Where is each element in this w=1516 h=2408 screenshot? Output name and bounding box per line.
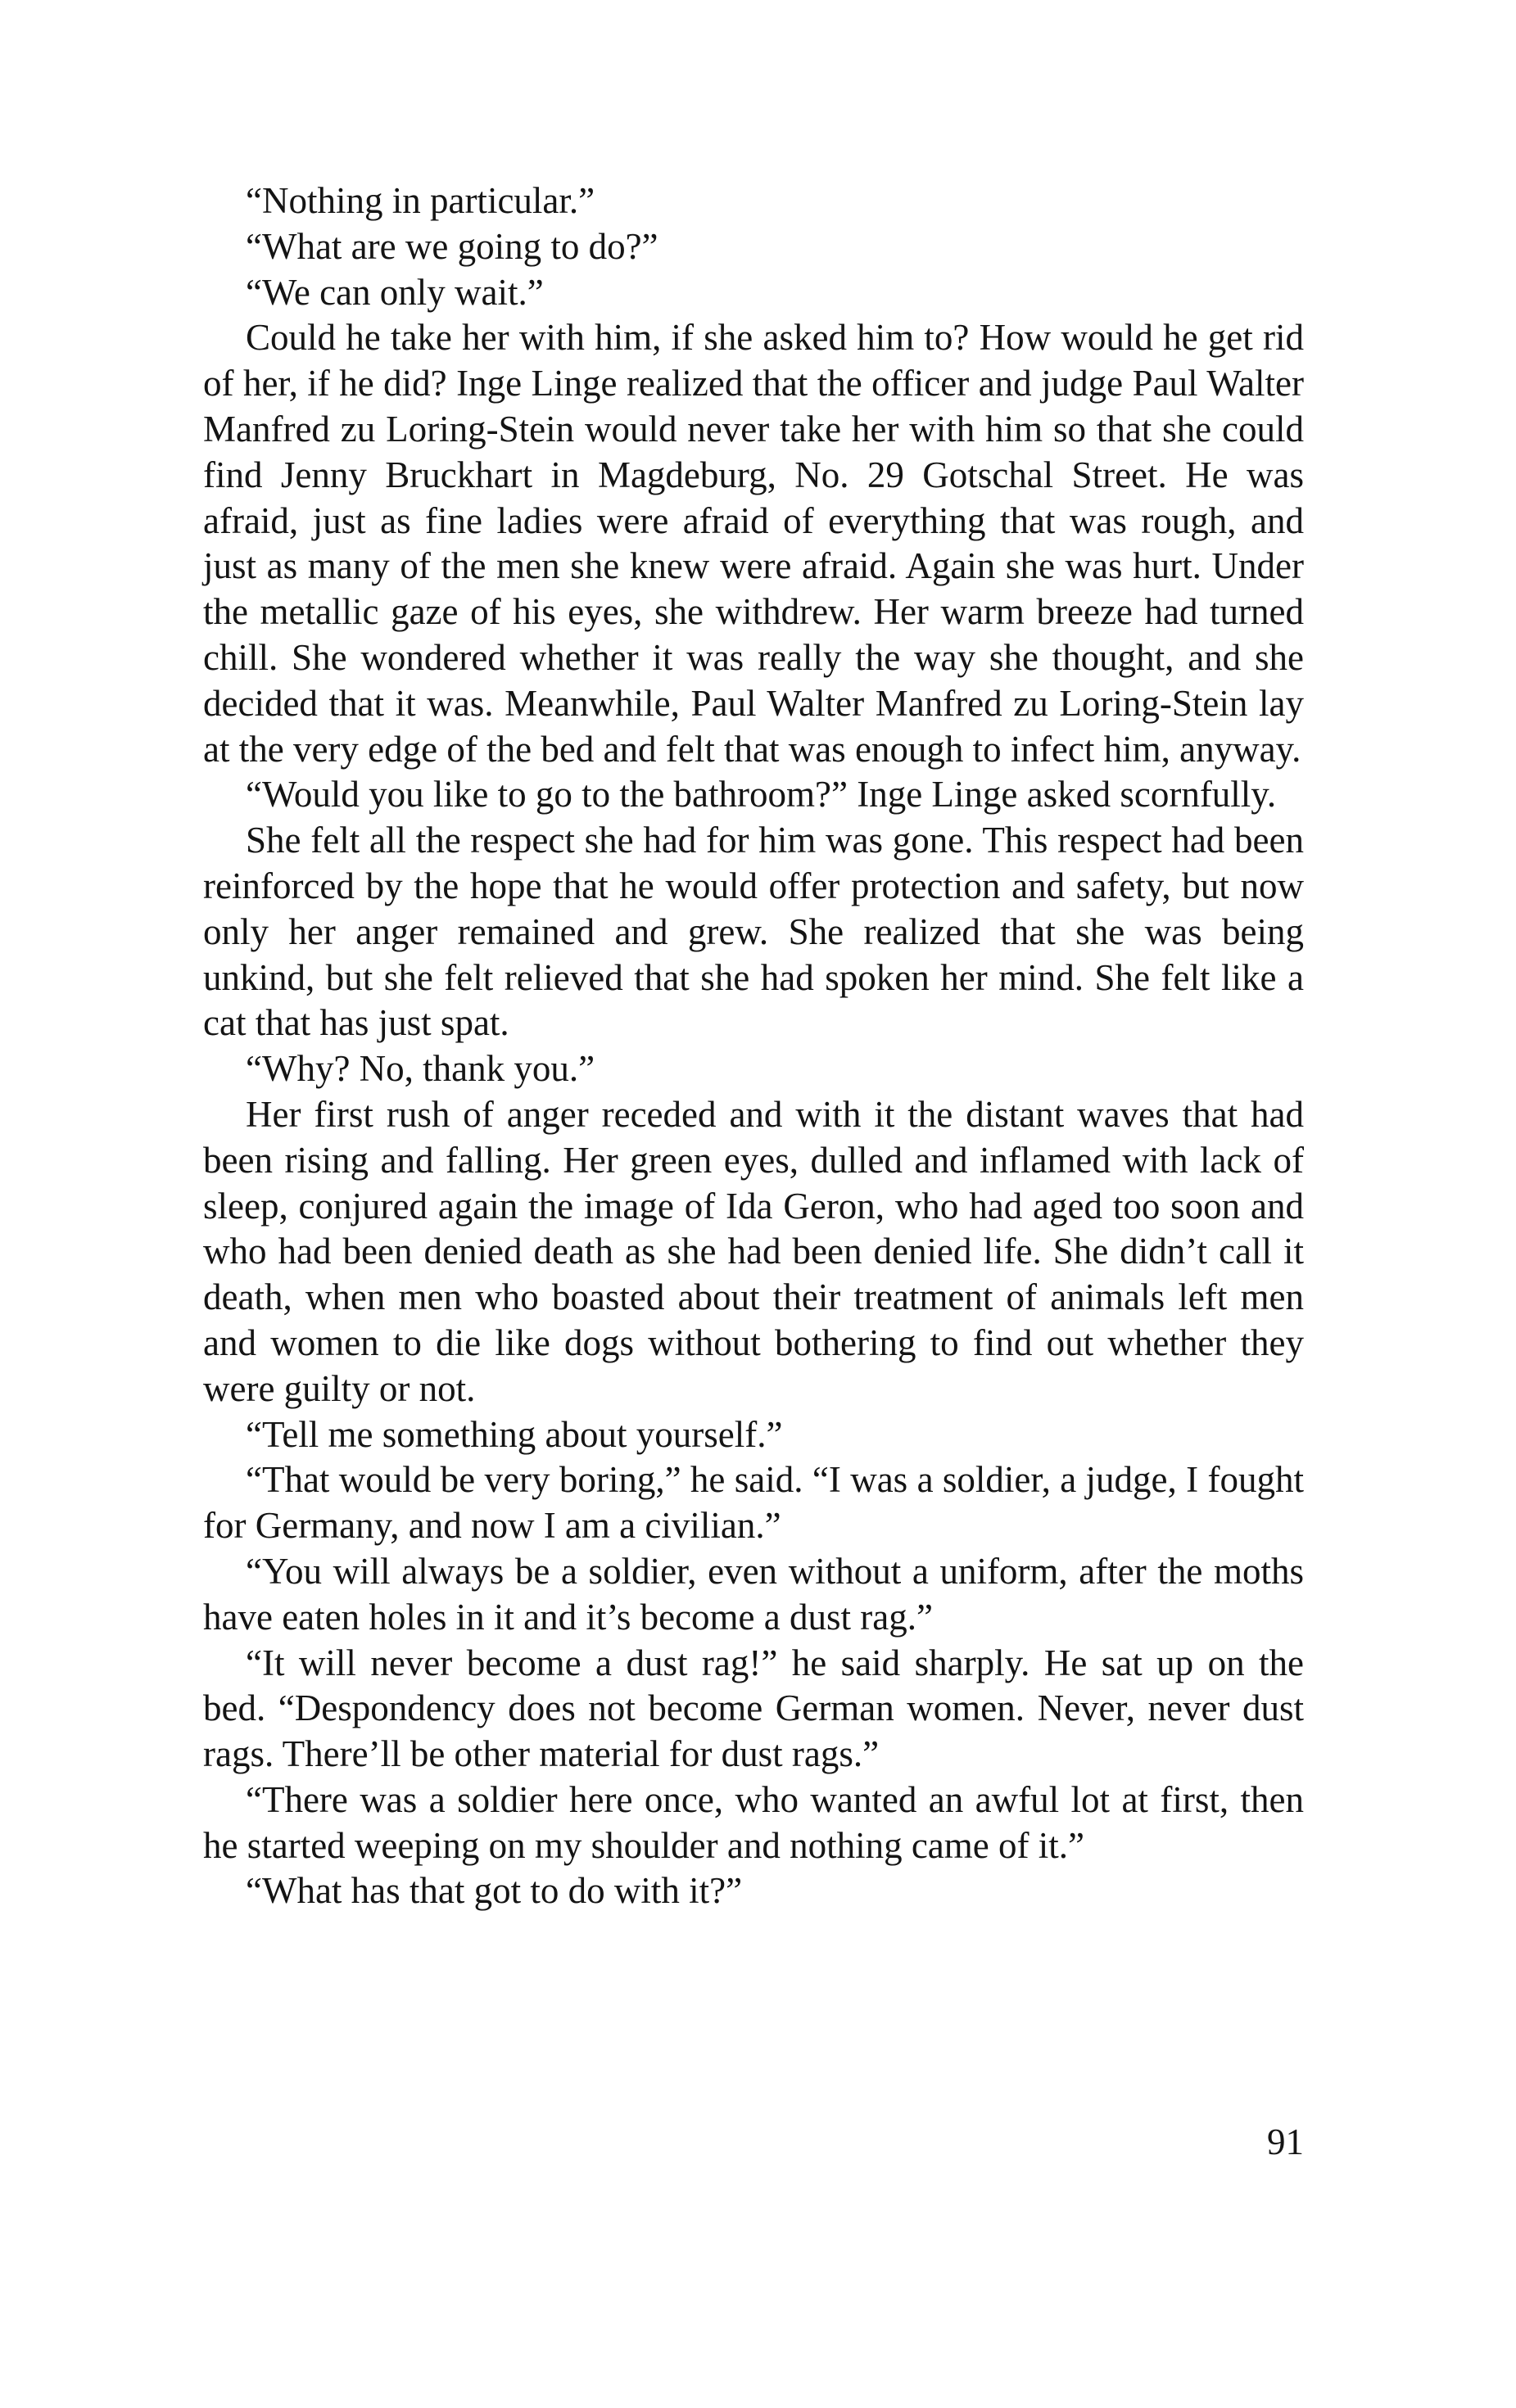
paragraph: “It will never become a dust rag!” he said sharply. He sat up on the bed. “Despondency does not become German women. Never, never dust rags. There’ll be other material for dust rags.” (203, 1642, 1304, 1775)
body-text (203, 178, 1304, 1914)
paragraph: “Tell me something about yourself.” (246, 1413, 783, 1455)
paragraph: “There was a soldier here once, who wanted an awful lot at first, then he started weeping on my shoulder and nothing came of it.” (203, 1778, 1304, 1866)
paragraph: “You will always be a soldier, even without a uniform, after the moths have eaten holes in it and it’s become a dust rag.” (203, 1550, 1304, 1638)
paragraph: “Would you like to go to the bathroom?” Inge Linge asked scornfully. (246, 774, 1277, 815)
paragraph: “What are we going to do?” (246, 225, 658, 267)
paragraph: “Why? No, thank you.” (246, 1048, 595, 1090)
paragraph: Could he take her with him, if she asked him to? How would he get rid of her, if he did? Inge Linge realized that the officer and judge Paul Walter Manfred zu Loring-Stein would never take her with him so that she could find Jenny Bruckhart in Magdeburg, No. 29 Gotschal Street. He was afraid, just as fine ladies were afraid of everything that was rough, and just as many of the men she knew were afraid. Again she was hurt. Under the metallic gaze of his eyes, she withdrew. Her warm breeze had turned chill. She wondered whether it was really the way she thought, and she decided that it was. Meanwhile, Paul Walter Manfred zu Loring-Stein lay at the very edge of the bed and felt that was enough to infect him, anyway. (203, 317, 1304, 770)
paragraph: “We can only wait.” (246, 271, 544, 313)
page-number: 91 (1267, 2121, 1304, 2162)
paragraph: She felt all the respect she had for him was gone. This respect had been reinforced by the hope that he would offer protection and safety, but now only her anger remained and grew. She realized that she was being unkind, but she felt relieved that she had spoken her mind. She felt like a cat that has just spat. (203, 820, 1304, 1044)
paragraph: Her first rush of anger receded and with it the distant waves that had been rising and falling. Her green eyes, dulled and inflamed with lack of sleep, conjured again the image of Ida Geron, who had aged too soon and who had been denied death as she had been denied life. She didn’t call it death, when men who boasted about their treatment of animals left men and women to die like dogs without bothering to find out whether they were guilty or not. (203, 1093, 1304, 1409)
paragraph: “What has that got to do with it?” (246, 1870, 743, 1912)
paragraph: “Nothing in particular.” (246, 180, 595, 221)
paragraph: “That would be very boring,” he said. “I was a soldier, a judge, I fought for Germany, and now I am a civilian.” (203, 1459, 1304, 1547)
